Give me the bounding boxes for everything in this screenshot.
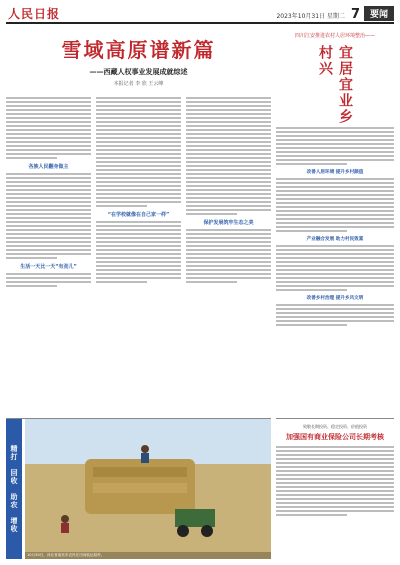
text-line <box>276 498 394 500</box>
section-heading: 改善乡村治理 提升乡风文明 <box>306 296 364 301</box>
text-line <box>276 186 394 188</box>
body-text <box>6 273 91 287</box>
text-line <box>276 502 394 504</box>
tractor-wheel <box>201 525 213 537</box>
text-line <box>96 221 181 223</box>
text-line <box>276 269 394 271</box>
text-line <box>276 458 394 460</box>
text-line <box>276 178 394 180</box>
farmer-figure <box>141 453 149 463</box>
text-line <box>96 249 181 251</box>
text-line <box>96 201 181 203</box>
section-heading: 保护发展筑牢生态之美 <box>203 220 254 226</box>
text-line <box>6 173 91 175</box>
body-text <box>6 173 91 259</box>
body-text <box>276 178 394 232</box>
text-line <box>96 145 181 147</box>
body-text <box>186 229 271 283</box>
text-line <box>6 157 57 159</box>
text-line <box>276 466 394 468</box>
text-line <box>276 245 394 247</box>
text-line <box>186 257 271 259</box>
text-line <box>6 121 91 123</box>
text-line <box>186 209 271 211</box>
text-line <box>186 261 271 263</box>
section-heading: “在学校就像在自己家一样” <box>107 212 170 218</box>
body-text <box>6 97 91 159</box>
text-line <box>96 137 181 139</box>
bottom-right-title: 加强国有商业保险公司长期考核 <box>286 432 384 441</box>
text-line <box>276 312 394 314</box>
text-line <box>96 105 181 107</box>
text-line <box>276 127 394 129</box>
text-line <box>96 141 181 143</box>
text-line <box>6 229 91 231</box>
text-line <box>276 143 394 145</box>
section-heading: 产业融合发展 助力村民致富 <box>306 237 364 242</box>
body-text <box>276 127 394 165</box>
text-line <box>276 446 394 448</box>
text-line <box>186 177 271 179</box>
text-line <box>186 169 271 171</box>
text-line <box>186 173 271 175</box>
body-text <box>96 97 181 207</box>
straw-layer <box>93 467 187 477</box>
text-line <box>276 230 347 232</box>
photo-feature-label <box>6 419 22 559</box>
body-text <box>276 304 394 326</box>
text-line <box>96 277 181 279</box>
text-line <box>186 229 271 231</box>
text-line <box>6 221 91 223</box>
text-line <box>186 265 271 267</box>
text-line <box>276 218 394 220</box>
text-line <box>96 181 181 183</box>
text-line <box>186 161 271 163</box>
text-line <box>276 450 394 452</box>
straw-layer <box>93 483 187 493</box>
text-line <box>96 149 181 151</box>
text-line <box>186 113 271 115</box>
section-heading: 生活一天比一天“有劲儿” <box>20 264 77 270</box>
text-line <box>96 261 181 263</box>
text-line <box>96 205 147 207</box>
body-text <box>276 446 394 516</box>
feature-word: 精打 <box>10 445 18 461</box>
text-line <box>186 105 271 107</box>
text-line <box>6 201 91 203</box>
harvest-photo-image <box>25 419 271 559</box>
text-line <box>6 117 91 119</box>
text-line <box>6 153 91 155</box>
text-line <box>6 101 91 103</box>
section-heading: 改善人居环境 提升乡村颜值 <box>306 170 364 175</box>
text-line <box>96 241 181 243</box>
text-line <box>276 163 347 165</box>
text-line <box>276 226 394 228</box>
text-line <box>6 225 91 227</box>
text-line <box>6 217 91 219</box>
text-line <box>276 510 394 512</box>
text-line <box>96 121 181 123</box>
section-label: 要闻 <box>364 6 394 21</box>
text-line <box>186 277 271 279</box>
text-line <box>6 133 91 135</box>
text-line <box>186 233 271 235</box>
text-line <box>6 241 91 243</box>
text-line <box>186 97 271 99</box>
harvest-photo <box>25 419 271 559</box>
text-line <box>276 454 394 456</box>
text-line <box>276 202 394 204</box>
text-line <box>6 177 91 179</box>
text-line <box>96 189 181 191</box>
masthead <box>6 4 394 24</box>
text-line <box>276 506 394 508</box>
text-line <box>6 277 91 279</box>
text-line <box>276 265 394 267</box>
text-line <box>96 269 181 271</box>
feature-word: 回收 <box>10 469 18 485</box>
main-headline: 雪域高原谱新篇 <box>61 38 216 62</box>
text-line <box>96 169 181 171</box>
text-line <box>186 185 271 187</box>
text-line <box>276 249 394 251</box>
text-line <box>6 205 91 207</box>
text-line <box>276 308 394 310</box>
text-line <box>276 304 394 306</box>
text-line <box>186 273 271 275</box>
text-line <box>6 149 91 151</box>
text-line <box>276 159 394 161</box>
text-line <box>186 281 237 283</box>
newspaper-logo: 人民日报 <box>8 7 61 21</box>
main-article <box>6 24 271 414</box>
text-line <box>276 514 347 516</box>
text-line <box>96 257 181 259</box>
bottom-right-kicker: 致敬长期投资、稳定投资、价值投资 <box>303 424 367 429</box>
text-line <box>96 157 181 159</box>
text-line <box>6 109 91 111</box>
text-line <box>186 241 271 243</box>
text-line <box>276 324 347 326</box>
text-line <box>276 222 394 224</box>
text-line <box>96 193 181 195</box>
text-line <box>6 129 91 131</box>
text-line <box>276 139 394 141</box>
text-line <box>96 125 181 127</box>
page-number: 7 <box>350 7 360 22</box>
text-line <box>276 190 394 192</box>
text-line <box>276 194 394 196</box>
side-kicker: 四川江安推进农村人居环境整治—— <box>294 33 375 39</box>
text-line <box>186 253 271 255</box>
section-heading: 各族人民翻身做主 <box>28 164 69 170</box>
text-line <box>276 478 394 480</box>
text-line <box>186 205 271 207</box>
text-line <box>6 193 91 195</box>
text-line <box>96 197 181 199</box>
text-line <box>186 197 271 199</box>
text-line <box>6 213 91 215</box>
text-line <box>276 261 394 263</box>
text-line <box>6 245 91 247</box>
text-line <box>186 129 271 131</box>
issue-date: 2023年10月31日 星期二 <box>276 13 345 20</box>
side-article <box>276 24 394 414</box>
text-line <box>276 206 394 208</box>
text-line <box>276 182 394 184</box>
text-line <box>6 285 57 287</box>
text-line <box>186 117 271 119</box>
tractor-wheel <box>177 525 189 537</box>
text-line <box>276 147 394 149</box>
text-line <box>186 201 271 203</box>
main-byline: 本报记者 李 欣 王云峰 <box>113 81 164 87</box>
text-line <box>6 141 91 143</box>
text-line <box>96 273 181 275</box>
text-line <box>96 237 181 239</box>
text-line <box>96 225 181 227</box>
text-line <box>96 233 181 235</box>
text-line <box>276 257 394 259</box>
text-line <box>186 145 271 147</box>
text-line <box>276 198 394 200</box>
text-line <box>276 155 394 157</box>
text-line <box>6 181 91 183</box>
text-line <box>96 265 181 267</box>
body-text <box>186 97 271 215</box>
text-line <box>6 233 91 235</box>
text-line <box>6 273 91 275</box>
text-line <box>276 494 394 496</box>
text-line <box>186 181 271 183</box>
tractor <box>175 509 215 527</box>
farmer-figure <box>141 445 149 453</box>
text-line <box>186 141 271 143</box>
feature-word: 助农 <box>10 493 18 509</box>
text-line <box>186 133 271 135</box>
photo-feature <box>6 418 271 559</box>
text-line <box>6 145 91 147</box>
text-line <box>6 105 91 107</box>
text-line <box>186 249 271 251</box>
text-line <box>6 137 91 139</box>
text-line <box>96 97 181 99</box>
text-line <box>96 101 181 103</box>
text-line <box>186 157 271 159</box>
text-line <box>6 113 91 115</box>
text-line <box>6 237 91 239</box>
text-line <box>186 269 271 271</box>
text-line <box>276 474 394 476</box>
text-line <box>96 161 181 163</box>
text-line <box>96 245 181 247</box>
text-line <box>276 470 394 472</box>
text-line <box>276 131 394 133</box>
text-line <box>186 125 271 127</box>
text-line <box>6 257 57 259</box>
text-line <box>96 153 181 155</box>
main-subhead: ——西藏人权事业发展成就综述 <box>89 68 188 76</box>
feature-word: 增收 <box>10 517 18 533</box>
text-line <box>6 97 91 99</box>
text-line <box>6 281 91 283</box>
text-line <box>186 237 271 239</box>
text-line <box>96 109 181 111</box>
text-line <box>186 121 271 123</box>
text-line <box>186 165 271 167</box>
text-line <box>186 153 271 155</box>
text-line <box>276 482 394 484</box>
text-line <box>186 137 271 139</box>
text-line <box>96 229 181 231</box>
farmer-figure <box>61 523 69 533</box>
text-line <box>96 281 147 283</box>
text-line <box>186 189 271 191</box>
text-line <box>276 289 347 291</box>
text-line <box>276 316 394 318</box>
text-line <box>96 165 181 167</box>
side-title-box <box>276 45 394 125</box>
text-line <box>186 213 237 215</box>
text-line <box>276 281 394 283</box>
text-line <box>6 197 91 199</box>
text-line <box>6 125 91 127</box>
text-line <box>96 113 181 115</box>
text-line <box>276 285 394 287</box>
text-line <box>6 253 91 255</box>
body-text <box>276 245 394 291</box>
farmer-figure <box>61 515 69 523</box>
body-text <box>96 221 181 283</box>
text-line <box>96 173 181 175</box>
text-line <box>186 149 271 151</box>
text-line <box>276 277 394 279</box>
text-line <box>276 486 394 488</box>
text-line <box>6 249 91 251</box>
text-line <box>186 101 271 103</box>
text-line <box>6 185 91 187</box>
text-line <box>6 189 91 191</box>
text-line <box>186 245 271 247</box>
text-line <box>276 135 394 137</box>
text-line <box>276 151 394 153</box>
text-line <box>96 133 181 135</box>
bottom-right-article <box>276 418 394 559</box>
text-line <box>276 320 394 322</box>
text-line <box>186 193 271 195</box>
text-line <box>6 209 91 211</box>
text-line <box>96 177 181 179</box>
text-line <box>96 185 181 187</box>
text-line <box>276 273 394 275</box>
text-line <box>276 462 394 464</box>
text-line <box>276 253 394 255</box>
side-title: 宜居宜业乡村兴 <box>317 45 353 125</box>
text-line <box>96 129 181 131</box>
text-line <box>276 214 394 216</box>
text-line <box>96 117 181 119</box>
text-line <box>276 490 394 492</box>
text-line <box>96 253 181 255</box>
text-line <box>276 210 394 212</box>
text-line <box>186 109 271 111</box>
photo-caption: 10月30日，河北省南宫市农民在田间装运秸秆。 <box>25 552 271 559</box>
